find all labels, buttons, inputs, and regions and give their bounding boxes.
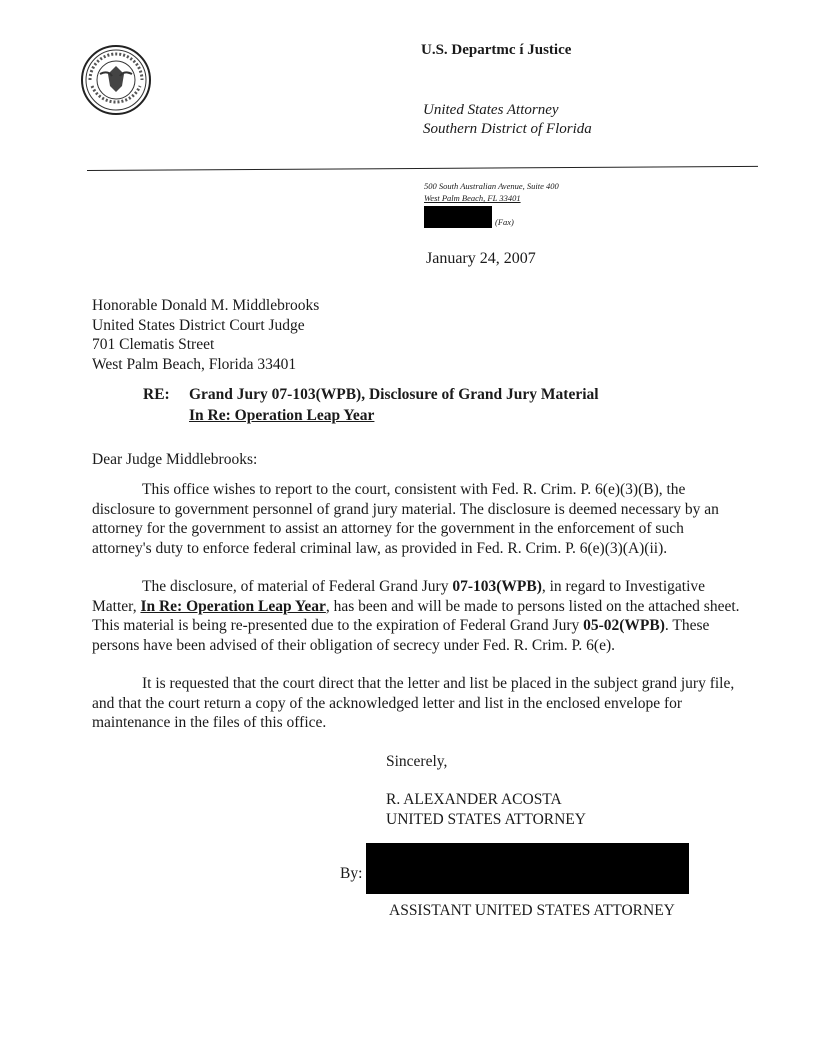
addressee-block <box>92 296 319 374</box>
letter-date: January 24, 2007 <box>426 250 536 267</box>
addressee-line: United States District Court Judge <box>92 316 305 334</box>
grand-jury-number: 07-103(WPB) <box>452 578 542 595</box>
office-line-2: Southern District of Florida <box>423 121 592 137</box>
office-line-1: United States Attorney <box>423 102 559 118</box>
paragraph-line: Matter, In Re: Operation Leap Year, has been and will be made to persons listed on the attached sheet. <box>92 597 740 615</box>
signer-title: UNITED STATES ATTORNEY <box>386 810 586 828</box>
re-matter: In Re: Operation Leap Year <box>189 407 375 424</box>
salutation: Dear Judge Middlebrooks: <box>92 451 258 468</box>
redacted-signature <box>366 843 689 894</box>
paragraph-line: attorney for the government to assist an attorney for the government in the enforcement of such <box>92 520 684 537</box>
signer-block <box>386 790 586 829</box>
addressee-line: 701 Clematis Street <box>92 336 215 353</box>
paragraph-line: disclosure to government personnel of grand jury material. The disclosure is deemed necessary by an <box>92 500 719 518</box>
addressee-line: West Palm Beach, Florida 33401 <box>92 355 297 373</box>
paragraph-1 <box>92 480 772 558</box>
doj-seal <box>80 44 152 116</box>
re-label: RE: <box>143 386 170 403</box>
address-line-1: 500 South Australian Avenue, Suite 400 <box>424 181 559 191</box>
expired-grand-jury-number: 05-02(WPB) <box>583 617 665 634</box>
office-address <box>424 180 559 204</box>
paragraph-line: It is requested that the court direct that the letter and list be placed in the subject grand jury file, <box>142 675 735 692</box>
re-subject: Grand Jury 07-103(WPB), Disclosure of Grand Jury Material <box>189 386 599 403</box>
office-name <box>423 101 592 139</box>
address-line-2: West Palm Beach, FL 33401 <box>424 193 521 203</box>
signer-name: R. ALEXANDER ACOSTA <box>386 791 562 808</box>
fax-label: (Fax) <box>495 217 514 227</box>
closing-sincerely: Sincerely, <box>386 753 448 770</box>
paragraph-2 <box>92 577 772 655</box>
paragraph-line: and that the court return a copy of the acknowledged letter and list in the enclosed envelope for <box>92 694 683 712</box>
by-label: By: <box>340 865 363 882</box>
assistant-title: ASSISTANT UNITED STATES ATTORNEY <box>389 902 675 919</box>
department-name: U.S. Departmc í Justice <box>421 42 572 58</box>
paragraph-3 <box>92 674 772 733</box>
paragraph-line: This material is being re-presented due to the expiration of Federal Grand Jury 05-02(WPB). These <box>92 617 710 634</box>
paragraph-line: The disclosure, of material of Federal Grand Jury 07-103(WPB), in regard to Investigative <box>142 578 706 595</box>
letterhead-divider <box>87 166 758 171</box>
paragraph-line: This office wishes to report to the court, consistent with Fed. R. Crim. P. 6(e)(3)(B), the <box>142 481 686 498</box>
redacted-fax-number <box>424 206 492 228</box>
paragraph-line: maintenance in the files of this office. <box>92 714 327 731</box>
paragraph-line: persons have been advised of their obligation of secrecy under Fed. R. Crim. P. 6(e). <box>92 636 615 654</box>
matter-name: In Re: Operation Leap Year <box>140 597 326 615</box>
addressee-line: Honorable Donald M. Middlebrooks <box>92 297 320 314</box>
paragraph-line: attorney's duty to enforce federal criminal law, as provided in Fed. R. Crim. P. 6(e)(3)(A)(ii). <box>92 539 668 557</box>
